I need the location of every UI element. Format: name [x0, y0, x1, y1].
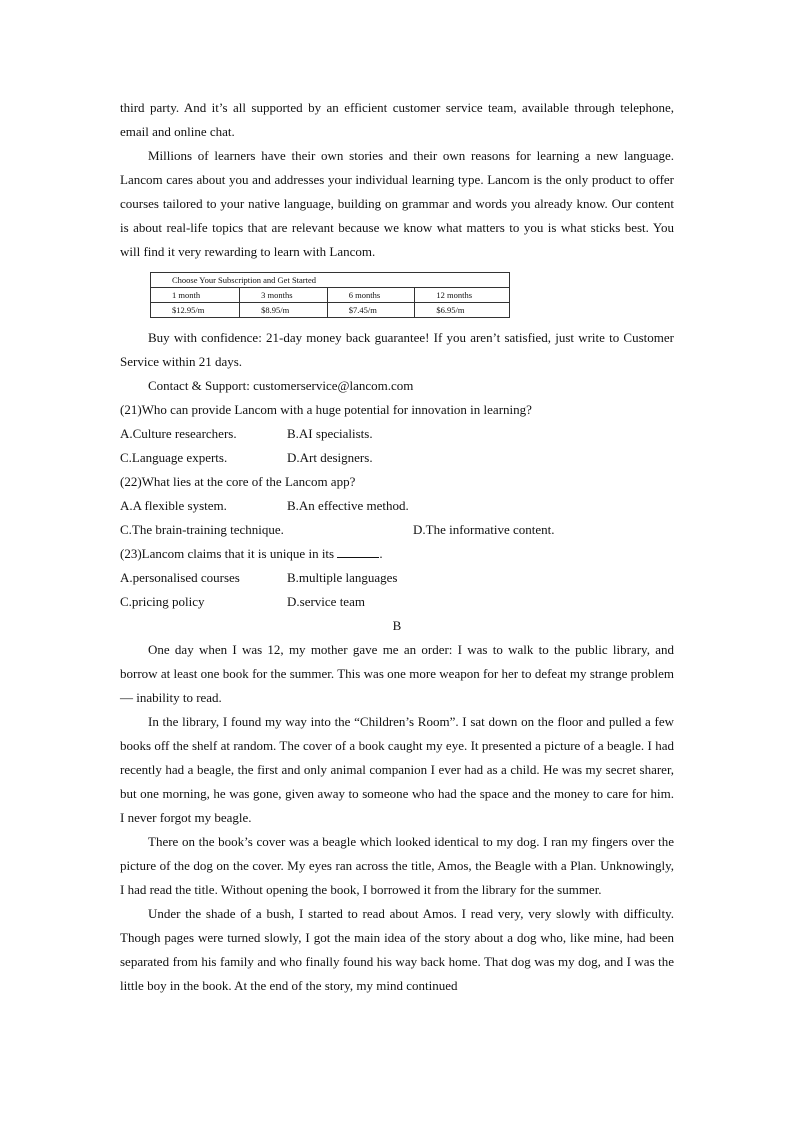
subscription-table-header-row — [151, 288, 510, 303]
passage-a-paragraph-1: third party. And it’s all supported by an efficient customer service team, available through telephone, email and online chat. — [120, 100, 674, 139]
subscription-table-price: $7.45/m — [327, 303, 415, 318]
section-b-heading: B — [392, 618, 402, 633]
passage-a-paragraph-3: Buy with confidence: 21-day money back guarantee! If you aren’t satisfied, just write to Customer Service within 21 days. — [120, 330, 674, 369]
subscription-table-header: 6 months — [327, 288, 415, 303]
answer-blank — [337, 545, 379, 558]
question-22-option-c: C.The brain-training technique. — [120, 522, 284, 537]
question-22-option-b: B.An effective method. — [287, 498, 409, 513]
question-23-stem-text: (23)Lancom claims that it is unique in its — [120, 546, 335, 561]
question-21-option-b: B.AI specialists. — [287, 426, 373, 441]
question-23-option-a: A.personalised courses — [120, 570, 240, 585]
subscription-table-header: 3 months — [240, 288, 328, 303]
passage-a-paragraph-2: Millions of learners have their own stories and their own reasons for learning a new language. Lancom cares about you and addresses your individual learning type. Lancom is the only product to offer courses tailored to your native language, building on grammar and words you already know. Our content is about real-life topics that are relevant because we know what matters to you is what sticks best. You will find it very rewarding to learn with Lancom. — [120, 148, 674, 259]
section-b-paragraph-1: One day when I was 12, my mother gave me an order: I was to walk to the public library, and borrow at least one book for the summer. This was one more weapon for her to defeat my strange problem — inability to read. — [120, 642, 674, 705]
question-22-options-row-1 — [120, 494, 674, 518]
section-b-paragraph-2: In the library, I found my way into the “Children’s Room”. I sat down on the floor and pulled a few books off the shelf at random. The cover of a book caught my eye. It presented a picture of a beagle. I had recently had a beagle, the first and only animal companion I ever had as a child. He was my secret sharer, but one morning, he was gone, given away to someone who had the space and the money to care for him. I never forgot my beagle. — [120, 714, 674, 825]
section-b-paragraph-4: Under the shade of a bush, I started to read about Amos. I read very, very slowly with difficulty. Though pages were turned slowly, I got the main idea of the story about a dog who, like mine, had been separated from his family and who finally found his way back home. That dog was my dog, and I was the little boy in the book. At the end of the story, my mind continued — [120, 906, 674, 993]
question-23-option-b: B.multiple languages — [287, 570, 398, 585]
question-21-options-row-2 — [120, 446, 674, 470]
question-21-stem: (21)Who can provide Lancom with a huge potential for innovation in learning? — [120, 402, 532, 417]
question-22-option-a: A.A flexible system. — [120, 498, 227, 513]
section-b-paragraph-3: There on the book’s cover was a beagle which looked identical to my dog. I ran my fingers over the picture of the dog on the cover. My eyes ran across the title, Amos, the Beagle with a Plan. Unknowingly, I had read the title. Without opening the book, I borrowed it from the library for the summer. — [120, 834, 674, 897]
document-page — [120, 96, 674, 998]
question-22-options-row-2 — [120, 518, 674, 542]
question-23-option-c: C.pricing policy — [120, 594, 205, 609]
passage-a-contact: Contact & Support: customerservice@lancom.com — [148, 378, 414, 393]
question-23-stem — [120, 542, 674, 566]
question-23-options-row-2 — [120, 590, 674, 614]
subscription-table-header: 12 months — [415, 288, 510, 303]
question-21-option-c: C.Language experts. — [120, 450, 228, 465]
subscription-table-price: $12.95/m — [151, 303, 240, 318]
subscription-table-caption: Choose Your Subscription and Get Started — [151, 273, 510, 288]
question-21-option-a: A.Culture researchers. — [120, 426, 237, 441]
subscription-table-header: 1 month — [151, 288, 240, 303]
question-21-options-row-1 — [120, 422, 674, 446]
subscription-table-price: $6.95/m — [415, 303, 510, 318]
question-23-option-d: D.service team — [287, 594, 365, 609]
question-23-stem-end: . — [379, 546, 383, 561]
question-23-options-row-1 — [120, 566, 674, 590]
subscription-table-price: $8.95/m — [240, 303, 328, 318]
question-22-stem: (22)What lies at the core of the Lancom app? — [120, 474, 356, 489]
subscription-table — [150, 272, 510, 318]
question-22-option-d: D.The informative content. — [413, 522, 555, 537]
question-21-option-d: D.Art designers. — [287, 450, 373, 465]
subscription-table-price-row — [151, 303, 510, 318]
